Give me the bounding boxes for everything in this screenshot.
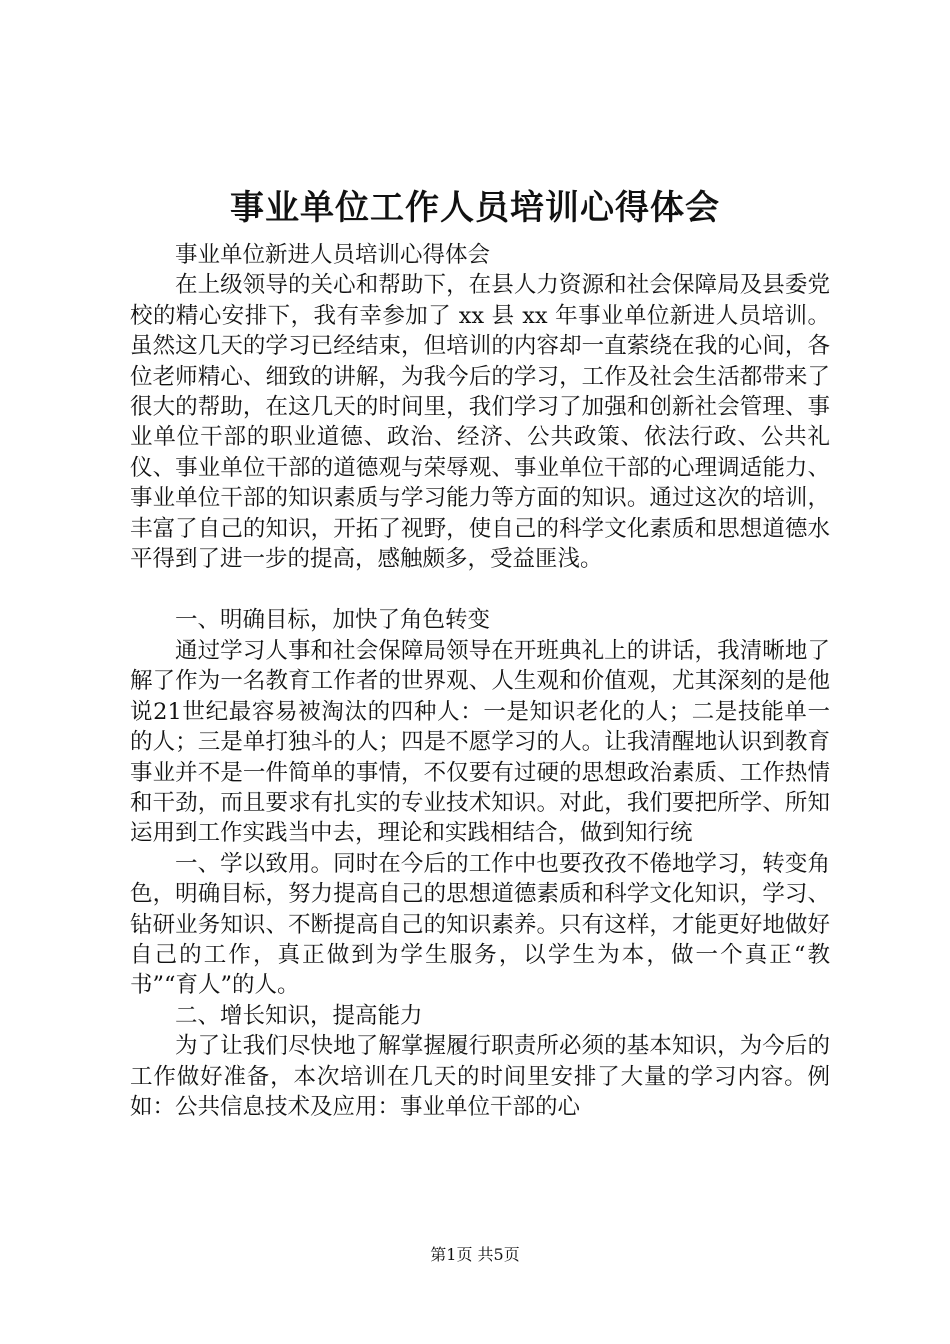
document-title: 事业单位工作人员培训心得体会: [230, 188, 720, 228]
body-paragraph: 通过学习人事和社会保障局领导在开班典礼上的讲话，我清晰地了解了作为一名教育工作者的世界观、人生观和价值观，尤其深刻的是他说21世纪最容易被淘汰的四种人：一是知识老化的人；二是技能单一的人；三是单打独斗的人；四是不愿学习的人。让我清醒地认识到教育事业并不是一件简单的事情，不仅要有过硬的思想政治素质、工作热情和干劲，而且要求有扎实的专业技术知识。对此，我们要把所学、所知运用到工作实践当中去，理论和实践相结合，做到知行统: [130, 637, 830, 847]
page-number-footer: 第1页 共5页: [430, 1245, 520, 1264]
document-body: [130, 240, 830, 1122]
intro-paragraph: 在上级领导的关心和帮助下，在县人力资源和社会保障局及县委党校的精心安排下，我有幸参加了 xx 县 xx 年事业单位新进人员培训。虽然这几天的学习已经结束，但培训的内容却一直萦绕在我的心间，各位老师精心、细致的讲解，为我今后的学习，工作及社会生活都带来了很大的帮助，在这几天的时间里，我们学习了加强和创新社会管理、事业单位干部的职业道德、政治、经济、公共政策、依法行政、公共礼仪、事业单位干部的道德观与荣辱观、事业单位干部的心理调适能力、事业单位干部的知识素质与学习能力等方面的知识。通过这次的培训，丰富了自己的知识，开拓了视野，使自己的科学文化素质和思想道德水平得到了进一步的提高，感触颇多，受益匪浅。: [130, 272, 830, 573]
section-heading: 二、增长知识，提高能力: [175, 1002, 423, 1029]
subtitle-paragraph: 事业单位新进人员培训心得体会: [175, 242, 491, 268]
body-paragraph: 为了让我们尽快地了解掌握履行职责所必须的基本知识，为今后的工作做好准备，本次培训在几天的时间里安排了大量的学习内容。例如：公共信息技术及应用：事业单位干部的心: [130, 1033, 830, 1120]
section-heading: 一、明确目标，加快了角色转变: [175, 607, 491, 634]
body-paragraph: 一、学以致用。同时在今后的工作中也要孜孜不倦地学习，转变角色，明确目标，努力提高自己的思想道德素质和科学文化知识，学习、钻研业务知识、不断提高自己的知识素养。只有这样，才能更好地做好自己的工作，真正做到为学生服务，以学生为本，做一个真正“教书”“育人”的人。: [130, 850, 830, 999]
